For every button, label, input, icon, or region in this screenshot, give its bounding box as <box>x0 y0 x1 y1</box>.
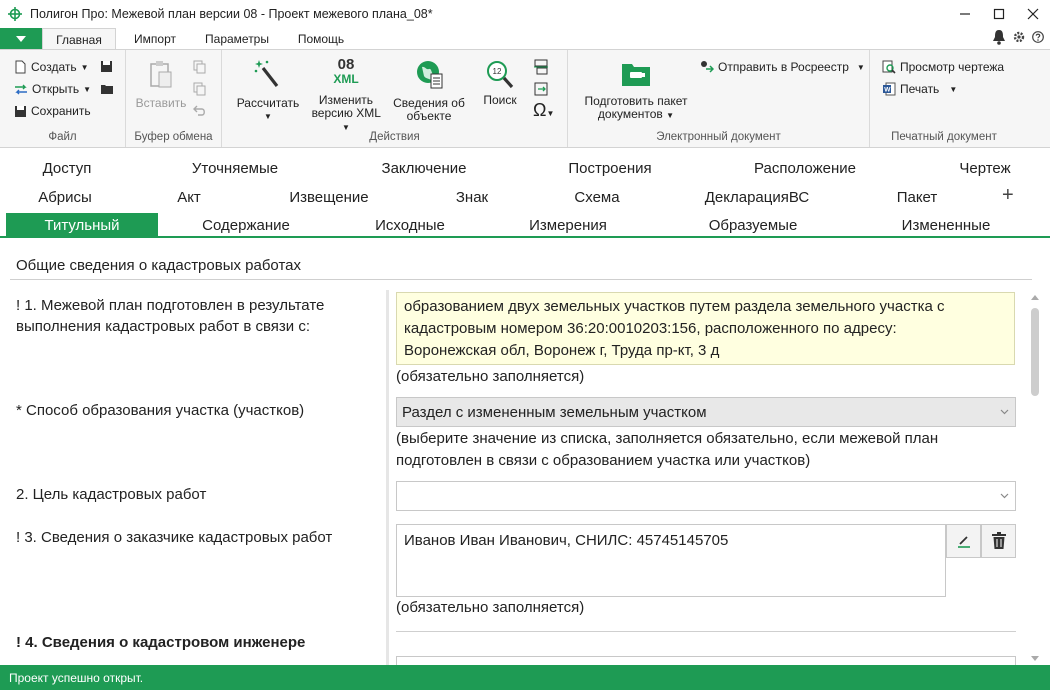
form-splitter[interactable] <box>386 290 389 665</box>
form-content <box>0 238 1050 665</box>
folder-usb-icon <box>621 60 651 88</box>
window-title: Полигон Про: Межевой план версии 08 - Проект межевого плана_08* <box>30 7 433 21</box>
doc-tab-measurements[interactable]: Измерения <box>529 216 607 234</box>
chevron-down-icon: ▼ <box>666 111 675 120</box>
customer-textarea[interactable]: Иванов Иван Иванович, СНИЛС: 45745145705 <box>396 524 946 597</box>
ribbon-group-label-clipboard: Буфер обмена <box>134 131 213 143</box>
word-doc-icon <box>882 82 896 96</box>
open-arrows-icon <box>14 83 28 96</box>
ribbon-group-edoc <box>568 50 870 147</box>
method-label: * Способ образования участка (участков) <box>16 402 305 419</box>
add-tab-button[interactable]: + <box>1002 184 1014 206</box>
object-info-button[interactable] <box>390 58 468 123</box>
search-label: Поиск <box>483 93 517 107</box>
field1-label-line1: ! 1. Межевой план подготовлен в результате <box>16 297 325 314</box>
engineer-label: ! 4. Сведения о кадастровом инженере <box>16 634 306 651</box>
object-info-label-2: объекте <box>406 109 452 123</box>
scroll-thumb[interactable] <box>1031 308 1039 396</box>
field1-label-line2: выполнения кадастровых работ в связи с: <box>16 318 310 335</box>
doc-tab-source[interactable]: Исходные <box>375 216 445 234</box>
doc-tab-act[interactable]: Акт <box>177 188 201 206</box>
doc-tab-constructions[interactable]: Построения <box>568 159 652 177</box>
save-alt-icon[interactable] <box>100 60 113 73</box>
prepare-package-button[interactable] <box>578 60 694 122</box>
create-label: Создать <box>31 60 77 74</box>
app-menu-button[interactable] <box>0 28 42 49</box>
chevron-down-icon: ▼ <box>342 123 350 132</box>
undo-icon[interactable] <box>193 104 207 117</box>
symbol-insert-button[interactable] <box>533 100 554 121</box>
section-title: Общие сведения о кадастровых работах <box>16 257 301 274</box>
method-hint <box>396 428 938 472</box>
doc-tab-sign[interactable]: Знак <box>455 188 489 206</box>
preview-drawing-label: Просмотр чертежа <box>900 60 1005 74</box>
chevron-down-icon: ▼ <box>856 62 865 72</box>
preview-drawing-button[interactable] <box>882 60 1004 74</box>
calculate-button[interactable] <box>234 58 302 123</box>
chevron-down-icon <box>1000 407 1009 416</box>
prepare-package-label-1: Подготовить пакет <box>584 94 688 108</box>
customer-label: ! 3. Сведения о заказчике кадастровых работ <box>16 529 333 546</box>
search-badge: 12 <box>492 67 502 76</box>
magnifier-icon <box>882 60 896 74</box>
menu-tab-help[interactable]: Помощь <box>297 32 345 46</box>
scroll-down-icon[interactable] <box>1031 654 1039 662</box>
doc-tab-package[interactable]: Пакет <box>896 188 938 206</box>
close-icon[interactable] <box>1016 0 1050 28</box>
field1-label <box>16 295 324 337</box>
ribbon-group-label-edoc: Электронный документ <box>656 131 781 143</box>
menu-bar <box>0 28 1050 50</box>
new-file-icon <box>14 60 27 74</box>
paste-label: Вставить <box>135 96 187 110</box>
export-icon[interactable] <box>533 81 549 97</box>
doc-tab-access[interactable]: Доступ <box>42 159 92 177</box>
save-button[interactable] <box>14 104 91 118</box>
trash-icon <box>991 532 1007 550</box>
chevron-down-icon <box>1000 491 1009 500</box>
edit-customer-button[interactable] <box>946 524 981 558</box>
change-xml-label-1: Изменить <box>318 93 374 107</box>
method-combo[interactable] <box>396 397 1016 427</box>
purpose-text-line2: кадастровым номером 36:20:0010203:156, расположенного по адресу: <box>404 320 897 337</box>
doc-tab-location[interactable]: Расположение <box>754 159 856 177</box>
doc-tab-scheme[interactable]: Схема <box>574 188 620 206</box>
doc-tab-notice[interactable]: Извещение <box>289 188 369 206</box>
ribbon-group-label-file: Файл <box>48 131 77 143</box>
copy-format-icon[interactable] <box>193 82 206 96</box>
table-icon[interactable] <box>533 59 549 75</box>
status-bar <box>0 665 1050 690</box>
menu-tab-params[interactable]: Параметры <box>205 32 269 46</box>
svg-text:W: W <box>884 86 891 94</box>
send-to-rosreestr-button[interactable] <box>700 60 865 74</box>
ribbon-group-file <box>0 50 126 147</box>
paste-icon <box>148 60 174 90</box>
customer-hint: (обязательно заполняется) <box>396 599 585 616</box>
document-tabs <box>0 148 1050 238</box>
menu-tab-home[interactable]: Главная <box>42 28 116 50</box>
doc-tab-contents[interactable]: Содержание <box>202 216 290 234</box>
calculate-label: Рассчитать <box>236 96 300 110</box>
purpose-text-line1: образованием двух земельных участков путем раздела земельного участка с <box>404 298 945 315</box>
print-button[interactable] <box>882 82 957 96</box>
chevron-down-icon: ▼ <box>949 84 958 94</box>
pencil-icon <box>956 533 972 549</box>
method-hint-line2: подготовлен в связи с образованием участка или участков) <box>396 452 811 469</box>
create-button[interactable] <box>14 60 89 74</box>
open-button[interactable] <box>14 82 91 96</box>
search-icon <box>485 58 515 90</box>
object-info-label-1: Сведения об <box>393 96 465 110</box>
doc-tab-sketches[interactable]: Абрисы <box>38 188 92 206</box>
doc-tab-declaration[interactable]: ДекларацияВС <box>704 188 810 206</box>
folder-icon[interactable] <box>100 83 114 95</box>
ribbon-group-label-print: Печатный документ <box>891 131 997 143</box>
xml-badge-version: 08 <box>337 56 355 73</box>
gear-icon[interactable] <box>1012 30 1026 44</box>
send-icon <box>700 60 714 74</box>
send-label: Отправить в Росреестр <box>718 60 849 74</box>
purpose-text-line3: Воронежская обл, Воронеж г, Труда пр-кт, 3 д <box>404 342 720 359</box>
xml-badge-text: XML <box>333 72 359 86</box>
save-label: Сохранить <box>31 104 91 118</box>
change-xml-label-2: версию XML <box>311 106 381 120</box>
title-bar <box>0 0 1050 28</box>
doc-tab-conclusion[interactable]: Заключение <box>381 159 467 177</box>
doc-tab-changed[interactable]: Измененные <box>901 216 991 234</box>
globe-document-icon <box>414 58 444 90</box>
delete-customer-button[interactable] <box>981 524 1016 558</box>
field1-hint: (обязательно заполняется) <box>396 368 585 385</box>
search-button[interactable] <box>474 58 526 107</box>
omega-icon: Ω <box>533 100 547 120</box>
chevron-down-icon <box>16 36 26 42</box>
goal-label: 2. Цель кадастровых работ <box>16 486 207 503</box>
ribbon-group-print <box>870 50 1018 147</box>
paste-button[interactable] <box>134 60 188 110</box>
print-label: Печать <box>900 82 940 96</box>
section-divider <box>10 279 1032 280</box>
maximize-icon[interactable] <box>982 0 1016 28</box>
help-icon[interactable] <box>1032 31 1044 43</box>
purpose-textarea[interactable] <box>396 292 1015 365</box>
status-text: Проект успешно открыт. <box>9 670 144 685</box>
doc-tab-drawing[interactable]: Чертеж <box>959 159 1011 177</box>
chevron-down-icon: ▼ <box>80 62 89 72</box>
chevron-down-icon: ▼ <box>264 112 272 121</box>
method-combo-value: Раздел с измененным земельным участком <box>402 403 707 421</box>
polygon-app-icon <box>8 7 22 21</box>
field-divider <box>396 631 1016 632</box>
open-label: Открыть <box>32 82 80 96</box>
prepare-package-label-2: документов <box>597 107 663 121</box>
magic-wand-icon <box>253 58 283 90</box>
scroll-up-icon[interactable] <box>1031 294 1039 302</box>
doc-tab-refined[interactable]: Уточняемые <box>191 159 279 177</box>
save-icon <box>14 105 27 118</box>
menu-tab-import[interactable]: Импорт <box>134 32 176 46</box>
chevron-down-icon: ▼ <box>83 84 92 94</box>
goal-combo[interactable] <box>396 481 1016 511</box>
ribbon <box>0 49 1050 148</box>
copy-icon[interactable] <box>193 60 206 74</box>
method-hint-line1: (выберите значение из списка, заполняется обязательно, если межевой план <box>396 430 939 447</box>
engineer-field[interactable] <box>396 656 1016 665</box>
change-xml-version-button[interactable] <box>306 58 386 134</box>
chevron-down-icon: ▼ <box>546 109 555 118</box>
bell-icon[interactable] <box>992 29 1006 45</box>
ribbon-group-actions <box>222 50 568 147</box>
minimize-icon[interactable] <box>948 0 982 28</box>
ribbon-group-clipboard <box>126 50 222 147</box>
xml-version-icon <box>329 58 363 90</box>
vertical-scrollbar[interactable] <box>1028 294 1042 664</box>
doc-tab-title[interactable]: Титульный <box>6 213 158 237</box>
doc-tab-formed[interactable]: Образуемые <box>708 216 798 234</box>
ribbon-group-label-actions: Действия <box>369 131 420 143</box>
